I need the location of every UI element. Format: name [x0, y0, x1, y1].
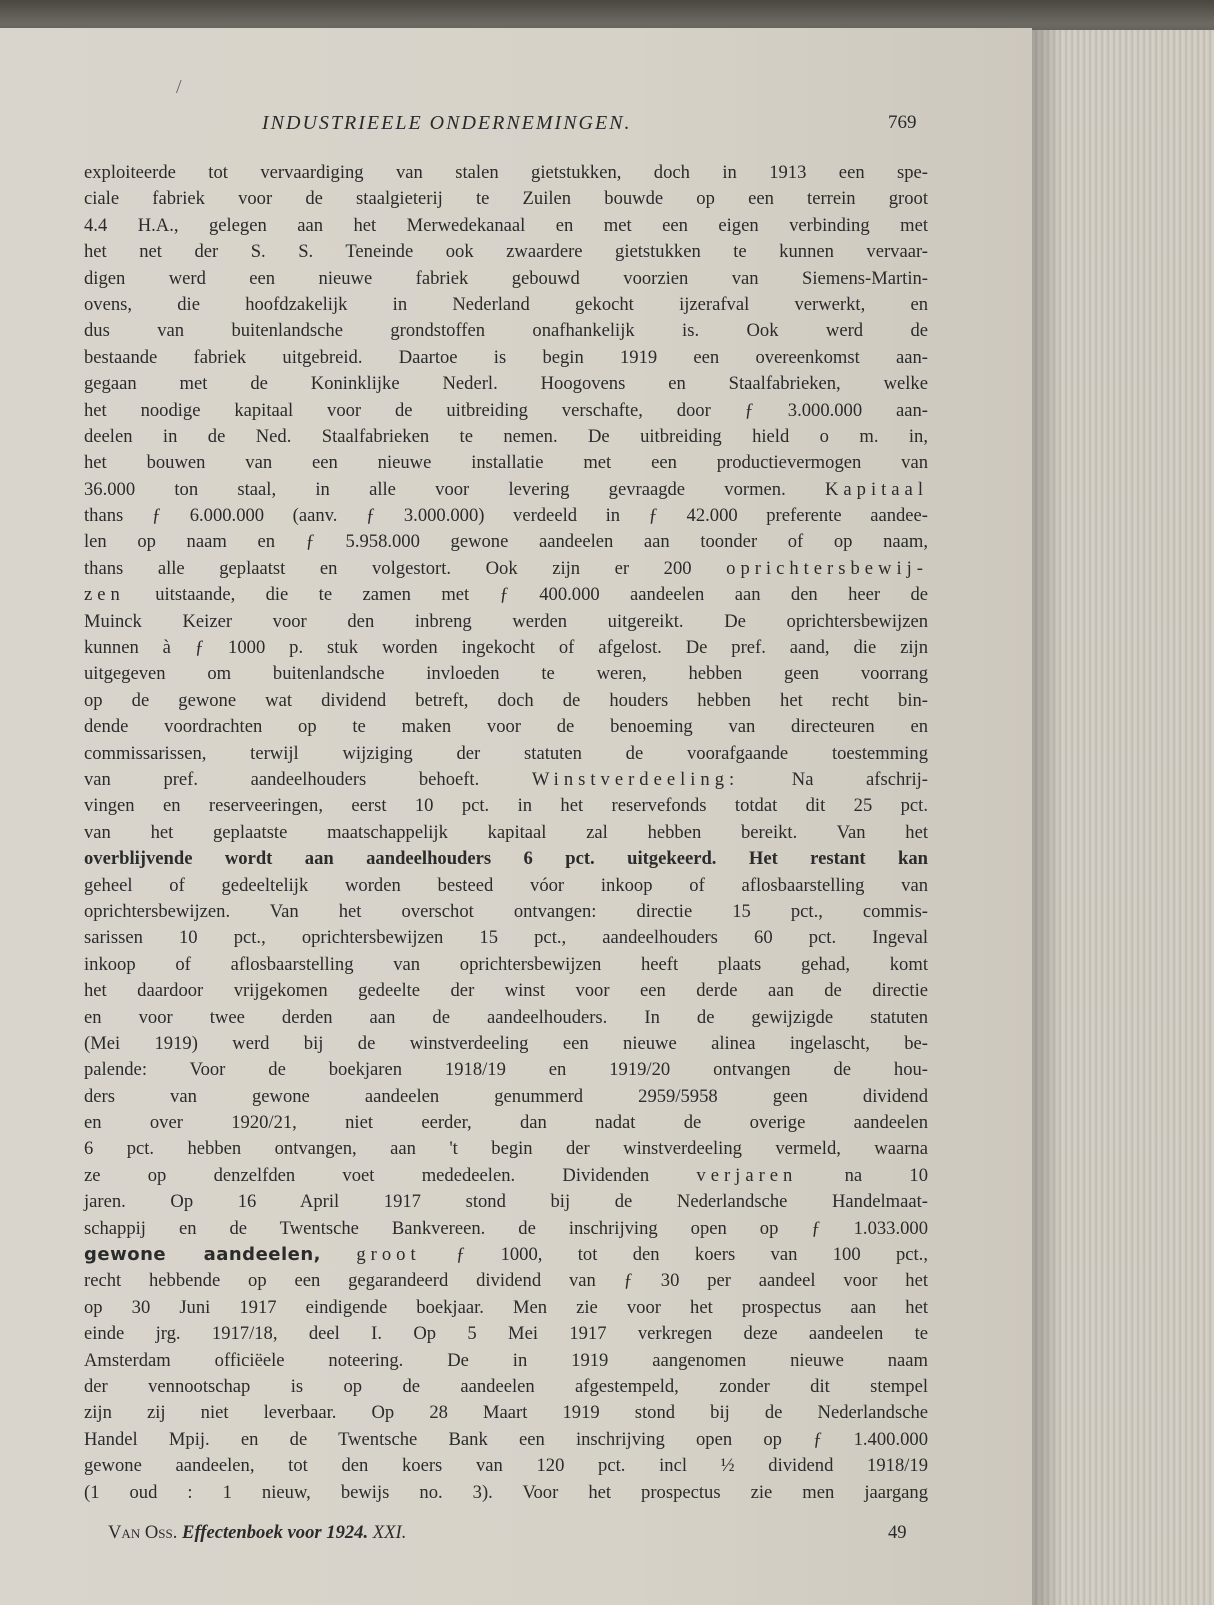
text-line: Muinck Keizer voor den inbreng werden uitgereikt. De oprichtersbewijzen: [84, 610, 928, 632]
text-line: [84, 1163, 928, 1189]
text-line: digen werd een nieuwe fabriek gebouwd voorzien van Siemens-Martin-: [84, 267, 928, 289]
section-label-winstverdeeling: Winstverdeeling:: [531, 768, 740, 790]
text-line: einde jrg. 1917/18, deel I. Op 5 Mei 1917 verkregen deze aandeelen te: [84, 1323, 928, 1345]
text-line: commissarissen, terwijl wijziging der statuten de voorafgaande toestemming: [84, 742, 928, 764]
text-line: schappij en de Twentsche Bankvereen. de inschrijving open op ƒ 1.033.000: [84, 1217, 928, 1239]
page-header: [0, 112, 1032, 138]
text-line: (Mei 1919) werd bij de winstverdeeling een nieuwe alinea ingelascht, be-: [84, 1032, 928, 1054]
text-line: [84, 582, 928, 608]
text-line: [84, 556, 928, 582]
text-line: len op naam en ƒ 5.958.000 gewone aandeelen aan toonder of op naam,: [84, 531, 928, 553]
text-segment: ze op denzelfden voet mededeelen. Dividenden: [84, 1164, 650, 1186]
text-line: Amsterdam officiëele noteering. De in 1919 aangenomen nieuwe naam: [84, 1349, 928, 1371]
footer-author: Van Oss.: [108, 1522, 178, 1543]
text-line: van het geplaatste maatschappelijk kapitaal zal hebben bereikt. Van het: [84, 821, 928, 843]
text-line: exploiteerde tot vervaardiging van stalen gietstukken, doch in 1913 een spe-: [84, 162, 928, 183]
text-line: het bouwen van een nieuwe installatie met een productievermogen van: [84, 452, 928, 474]
text-segment: uitstaande, die te zamen met ƒ 400.000 aandeelen aan den heer de: [155, 584, 928, 606]
text-line: jaren. Op 16 April 1917 stond bij de Nederlandsche Handelmaat-: [84, 1191, 928, 1213]
text-line: ders van gewone aandeelen genummerd 2959/5958 geen dividend: [84, 1085, 928, 1107]
section-label-groot: groot: [356, 1244, 421, 1266]
text-line: het daardoor vrijgekomen gedeelte der winst voor een derde aan de directie: [84, 980, 928, 1002]
text-segment: ƒ 1000, tot den koers van 100 pct.,: [455, 1244, 928, 1266]
text-line: geheel of gedeeltelijk worden besteed vóor inkoop of aflosbaarstelling van: [84, 874, 928, 896]
footer-volume: XXI.: [372, 1522, 407, 1543]
footer-book-title: Effectenboek voor 1924.: [182, 1522, 369, 1543]
text-line: deelen in de Ned. Staalfabrieken te nemen. De uitbreiding hield o m. in,: [84, 425, 928, 447]
text-segment: 36.000 ton staal, in alle voor levering gevraagde vormen.: [84, 478, 786, 500]
text-line: inkoop of aflosbaarstelling van oprichtersbewijzen heeft plaats gehad, komt: [84, 953, 928, 975]
text-line: ovens, die hoofdzakelijk in Nederland gekocht ijzerafval verwerkt, en: [84, 293, 928, 315]
text-line: op de gewone wat dividend betreft, doch de houders hebben het recht bin-: [84, 689, 928, 711]
text-line: het noodige kapitaal voor de uitbreiding verschafte, door ƒ 3.000.000 aan-: [84, 399, 928, 421]
text-line: [84, 767, 928, 793]
text-line: uitgegeven om buitenlandsche invloeden te weren, hebben geen voorrang: [84, 663, 928, 685]
text-line: en voor twee derden aan de aandeelhouders. In de gewijzigde statuten: [84, 1006, 928, 1028]
body-text: [84, 160, 928, 1506]
text-line: Handel Mpij. en de Twentsche Bank een inschrijving open op ƒ 1.400.000: [84, 1428, 928, 1450]
text-line: [84, 1242, 928, 1268]
heading-gewone-aandeelen: gewone aandeelen,: [84, 1244, 322, 1266]
text-line: (1 oud : 1 nieuw, bewijs no. 3). Voor het prospectus zie men jaargang: [84, 1481, 928, 1503]
page-edges: [1032, 30, 1214, 1605]
section-label-zen: zen: [84, 584, 125, 606]
page-footer: [84, 1522, 928, 1548]
book-page: [0, 28, 1032, 1605]
text-line: 6 pct. hebben ontvangen, aan 't begin der winstverdeeling vermeld, waarna: [84, 1138, 928, 1160]
section-label-oprichtersbewijzen: oprichtersbewij-: [726, 557, 928, 579]
text-line: ciale fabriek voor de staalgieterij te Zuilen bouwde op een terrein groot: [84, 188, 928, 210]
section-label-kapitaal: Kapitaal: [825, 478, 928, 500]
sheet-number: 49: [888, 1522, 907, 1543]
text-line: dus van buitenlandsche grondstoffen onafhankelijk is. Ook werd de: [84, 320, 928, 342]
section-label-verjaren: verjaren: [696, 1164, 798, 1186]
margin-mark: /: [176, 76, 182, 98]
text-line: 4.4 H.A., gelegen aan het Merwedekanaal en met een eigen verbinding met: [84, 214, 928, 236]
bold-text-line: overblijvende wordt aan aandeelhouders 6 pct. uitgekeerd. Het restant kan: [84, 848, 928, 870]
text-line: palende: Voor de boekjaren 1918/19 en 1919/20 ontvangen de hou-: [84, 1059, 928, 1081]
text-line: gegaan met de Koninklijke Nederl. Hoogovens en Staalfabrieken, welke: [84, 373, 928, 395]
page-number: 769: [888, 112, 917, 133]
text-line: en over 1920/21, niet eerder, dan nadat de overige aandeelen: [84, 1112, 928, 1134]
text-segment: van pref. aandeelhouders behoeft.: [84, 768, 480, 790]
text-line: vingen en reserveeringen, eerst 10 pct. in het reservefonds totdat dit 25 pct.: [84, 795, 928, 817]
text-segment: thans alle geplaatst en volgestort. Ook zijn er 200: [84, 557, 692, 579]
text-line: bestaande fabriek uitgebreid. Daartoe is begin 1919 een overeenkomst aan-: [84, 346, 928, 368]
text-line: op 30 Juni 1917 eindigende boekjaar. Men zie voor het prospectus aan het: [84, 1296, 928, 1318]
text-line: der vennootschap is op de aandeelen afgestempeld, zonder dit stempel: [84, 1375, 928, 1397]
text-segment: na 10: [844, 1164, 928, 1186]
footer-title: [108, 1522, 406, 1544]
text-line: gewone aandeelen, tot den koers van 120 pct. incl ½ dividend 1918/19: [84, 1455, 928, 1477]
text-line: [84, 477, 928, 503]
text-line: zijn zij niet leverbaar. Op 28 Maart 1919 stond bij de Nederlandsche: [84, 1402, 928, 1424]
text-line: het net der S. S. Teneinde ook zwaardere gietstukken te kunnen vervaar-: [84, 241, 928, 263]
text-line: recht hebbende op een gegarandeerd dividend van ƒ 30 per aandeel voor het: [84, 1270, 928, 1292]
running-title: INDUSTRIEELE ONDERNEMINGEN.: [262, 112, 632, 134]
text-segment: Na afschrij-: [791, 768, 928, 790]
text-line: thans ƒ 6.000.000 (aanv. ƒ 3.000.000) verdeeld in ƒ 42.000 preferente aandee-: [84, 505, 928, 527]
text-line: kunnen à ƒ 1000 p. stuk worden ingekocht of afgelost. De pref. aand, die zijn: [84, 637, 928, 659]
text-line: dende voordrachten op te maken voor de benoeming van directeuren en: [84, 716, 928, 738]
text-line: sarissen 10 pct., oprichtersbewijzen 15 pct., aandeelhouders 60 pct. Ingeval: [84, 927, 928, 949]
text-line: oprichtersbewijzen. Van het overschot ontvangen: directie 15 pct., commis-: [84, 900, 928, 922]
